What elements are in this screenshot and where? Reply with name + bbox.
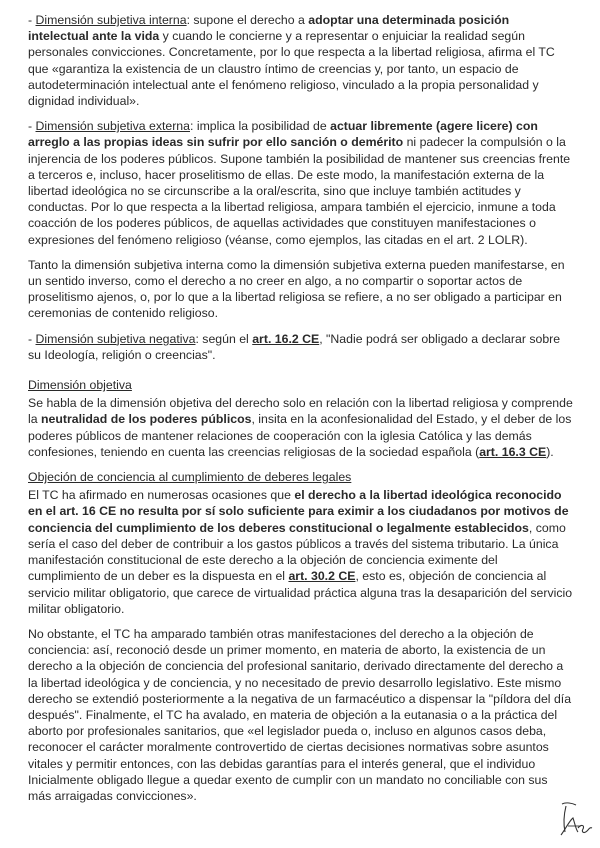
- paragraph-inverse-sense: Tanto la dimensión subjetiva interna como la dimensión subjetiva externa pueden manifestarse, en un sentido inverso, como el derecho a no creer en algo, a no compartir o soportar actos de proselitismo ajenos, o, por lo que a la libertad religiosa se refiere, a no ser obligado a participar en ceremonias de contenido religioso.: [28, 257, 565, 321]
- term-external-dimension: Dimensión subjetiva externa: [35, 119, 190, 134]
- article-reference[interactable]: art. 16.3 CE: [479, 444, 547, 459]
- paragraph-objection-tc: El TC ha afirmado en numerosas ocasiones que el derecho a la libertad ideológica reconocido en el art. 16 CE no resulta por sí solo suficiente para eximir a los ciudadanos por motivos de conciencia del cumplimiento de los deberes constitucional o legalmente establecidos, como sería el caso del deber de contribuir a los gastos públicos a través del sistema tributario. La única manifestación constitucional de este derecho a la objeción de conciencia eximente del cumplimiento de un deber es la dispuesta en el art. 30.2 CE, esto es, objeción de conciencia al servicio militar obligatorio, que carece de virtualidad práctica alguna tras la desaparición del servicio militar obligatorio.: [28, 488, 573, 616]
- article-reference[interactable]: art. 16.2 CE: [252, 331, 320, 346]
- paragraph-external-dimension: - Dimensión subjetiva externa: implica la posibilidad de actuar libremente (agere licere) con arreglo a las propias ideas sin sufrir por ello sanción o demérito ni padecer la compulsión o la injerencia de los poderes públicos. Supone también la posibilidad de mantener sus creencias frente a terceros e, incluso, hacer proselitismo de ellas. De este modo, la manifestación externa de la libertad ideológica no se circunscribe a la oral/escrita, sino que incluye también actitudes y conductas. Por lo que respecta a la libertad religiosa, ampara también el ejercicio, inmune a toda coacción de los poderes públicos, de aquellas actividades que constituyen manifestaciones o expresiones del fenómeno religioso (véanse, como ejemplos, las citadas en el art. 2 LOLR).: [28, 119, 571, 247]
- section-heading-objective-dimension: Dimensión objetiva: [28, 378, 132, 393]
- paragraph-internal-dimension: - Dimensión subjetiva interna: supone el derecho a adoptar una determinada posición intelectual ante la vida y cuando le concierne y a representar o enjuiciar la realidad según personales convicciones. Concretamente, por lo que respecta a la libertad religiosa, afirma el TC que «garantiza la existencia de un claustro íntimo de creencias y, por tanto, un espacio de autodeterminación intelectual ante el fenómeno religioso, vinculado a la propia personalidad y dignidad individual».: [28, 13, 555, 109]
- bold-phrase: el derecho a la libertad ideológica reconocido en el art. 16 CE no resulta por sí solo suficiente para eximir a los ciudadanos por motivos de conciencia del cumplimiento de los deberes constitucional o legalmente establecidos: [28, 488, 569, 535]
- bold-phrase: actuar libremente (agere licere) con arreglo a las propias ideas sin sufrir por ello sanción o demérito: [28, 119, 538, 150]
- bold-phrase: neutralidad de los poderes públicos: [41, 412, 252, 427]
- document-page: [28, 12, 573, 813]
- article-reference[interactable]: art. 30.2 CE: [288, 569, 356, 584]
- section-heading-conscientious-objection: Objeción de conciencia al cumplimiento de deberes legales: [28, 470, 352, 485]
- term-negative-dimension: Dimensión subjetiva negativa: [35, 331, 196, 346]
- bold-phrase: adoptar una determinada posición intelectual ante la vida: [28, 13, 510, 44]
- paragraph-objective-dimension: Se habla de la dimensión objetiva del derecho solo en relación con la libertad religiosa y comprende la neutralidad de los poderes públicos, insita en la aconfesionalidad del Estado, y el deber de los poderes públicos de mantener relaciones de cooperación con la iglesia Católica y las demás confesiones, teniendo en cuenta las creencias religiosas de la sociedad española (art. 16.3 CE).: [28, 396, 573, 459]
- paragraph-negative-dimension: - Dimensión subjetiva negativa: según el art. 16.2 CE, "Nadie podrá ser obligado a declarar sobre su Ideología, religión o creencias".: [28, 331, 561, 362]
- paragraph-objection-extensions: No obstante, el TC ha amparado también otras manifestaciones del derecho a la objeción de conciencia: así, reconoció desde un primer momento, en materia de aborto, la existencia de un derecho a la objeción de conciencia del profesional sanitario, derivado directamente del derecho a la libertad ideológica y de conciencia, y no necesitado de previo desarrollo legislativo. Este mismo derecho se extendió posteriormente a la negativa de un farmacéutico a dispensar la "píldora del día después". Finalmente, el TC ha avalado, en materia de objeción a la eutanasia o a la práctica del aborto por profesionales sanitarios, que «el legislador pueda o, incluso en algunos casos deba, reconocer el carácter moralmente controvertido de ciertas decisiones normativas sobre asuntos vitales y permitir entonces, con las debidas garantías para el interés general, que el individuo Inicialmente obligado llegue a quedar exento de cumplir con un mandato no conciliable con sus más arraigadas convicciones».: [28, 626, 572, 803]
- signature-mark-icon: [554, 798, 596, 840]
- term-internal-dimension: Dimensión subjetiva interna: [35, 13, 187, 27]
